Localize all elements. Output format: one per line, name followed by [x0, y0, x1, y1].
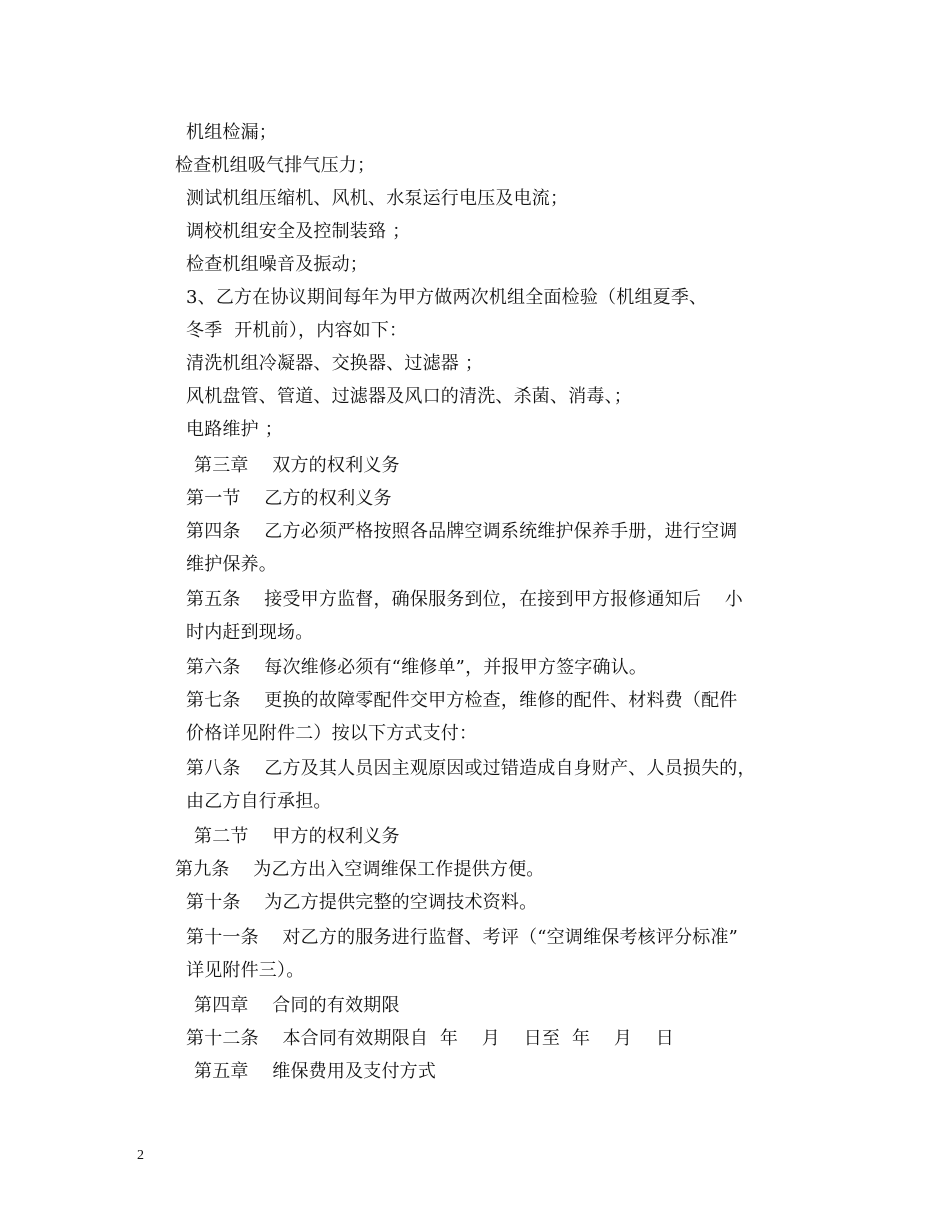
article-text: 第九条 为乙方出入空调维保工作提供方便。	[175, 859, 545, 880]
text-line: 机组检漏；	[186, 122, 277, 143]
text-line: 3、乙方在协议期间每年为甲方做两次机组全面检验（机组夏季、	[186, 287, 708, 308]
article-text: 第十二条 本合同有效期限自 年 月 日至 年 月 日	[186, 1028, 674, 1049]
text-line: 价格详见附件二）按以下方式支付：	[186, 723, 478, 744]
text-line: 时内赶到现场。	[186, 622, 314, 643]
text-line: 维护保养。	[186, 554, 277, 575]
text-line: 详见附件三）。	[186, 960, 305, 981]
article-text: 第六条 每次维修必须有“维修单”，并报甲方签字确认。	[186, 657, 648, 678]
article-text: 第五条 接受甲方监督，确保服务到位，在接到甲方报修通知后 小	[186, 589, 743, 610]
chapter-heading: 第五章 维保费用及支付方式	[194, 1061, 437, 1082]
article-text: 第四条 乙方必须严格按照各品牌空调系统维护保养手册，进行空调	[186, 521, 738, 542]
article-text: 第七条 更换的故障零配件交甲方检查，维修的配件、材料费（配件	[186, 690, 738, 711]
chapter-heading: 第三章 双方的权利义务	[194, 455, 400, 476]
section-heading: 第一节 乙方的权利义务	[186, 488, 392, 509]
article-text: 第十一条 对乙方的服务进行监督、考评（“空调维保考核评分标准”	[186, 927, 739, 948]
chapter-heading: 第四章 合同的有效期限	[194, 995, 400, 1016]
text-line: 风机盘管、管道、过滤器及风口的清洗、杀菌、消毒、；	[186, 386, 632, 407]
text-line: 由乙方自行承担。	[186, 791, 332, 812]
text-line: 清洗机组冷凝器、交换器、过滤器 ；	[186, 353, 484, 374]
section-heading: 第二节 甲方的权利义务	[194, 826, 400, 847]
text-line: 测试机组压缩机、风机、水泵运行电压及电流；	[186, 188, 569, 209]
article-text: 第八条 乙方及其人员因主观原因或过错造成自身财产、人员损失的，	[186, 758, 756, 779]
text-line: 电路维护 ；	[186, 419, 283, 440]
text-line: 检查机组噪音及振动；	[186, 254, 368, 275]
article-text: 第十条 为乙方提供完整的空调技术资料。	[186, 892, 538, 913]
text-line: 调校机组安全及控制装臵 ；	[186, 221, 411, 242]
text-line: 检查机组吸气排气压力；	[175, 155, 376, 176]
text-line: 冬季 开机前），内容如下：	[186, 320, 408, 341]
page-number: 2	[137, 1148, 144, 1163]
